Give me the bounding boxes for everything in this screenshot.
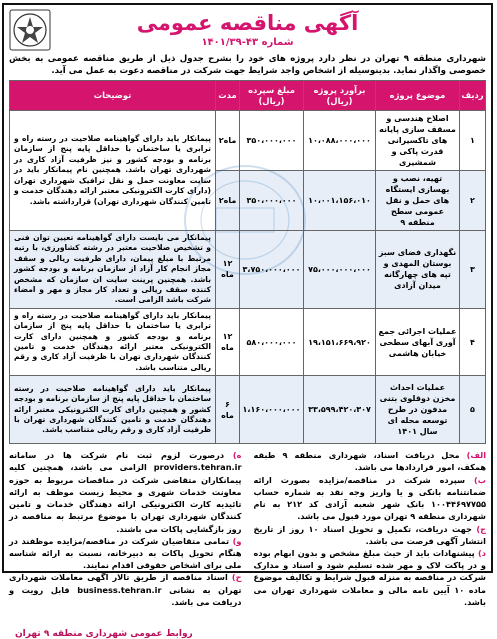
table-header-row <box>11 81 487 111</box>
col-row-no: ردیف <box>461 81 487 111</box>
row-no: ۴ <box>461 308 487 375</box>
row-deposit: ۵۸۰،۰۰۰،۰۰۰ <box>241 308 305 375</box>
ad-header <box>10 9 487 51</box>
row-no: ۳ <box>461 231 487 309</box>
row-notes: پیمانکار باید دارای گواهینامه صلاحیت در رسته ساختمان با حداقل پایه پنج از سازمان برنامه و بودجه کشور و همچنین دارای کارت الکترونیکی معتبر ارائه دهندگان خدمت و تامین کنندگان شهرداری تهران با ظرفیت آزاد کاری و رقم ریالی متناسب باشد. <box>11 376 217 444</box>
table-row <box>11 111 487 171</box>
row-subject: عملیات اجرائی جمع آوری آبهای سطحی خیابان هاشمی <box>377 308 461 375</box>
row-estimate: ۱۰،۰۰۱،۱۵۶،۰۱۰ <box>305 171 377 231</box>
col-notes: توضیحات <box>11 81 217 111</box>
condition-text: اسناد مناقصه از طریق تالار آگهی معاملات شهرداری تهران به نشانی business.tehran.ir قابل رویت و دریافت می باشد. <box>10 572 243 607</box>
table-row <box>11 231 487 309</box>
col-subject: موضوع پروژه <box>377 81 461 111</box>
condition-text: درصورت لزوم ثبت نام شرکت ها در سامانه providers.tehran.ir الزامی می باشد، همچنین کلیه پیمانکاران متقاضی شرکت در مناقصات مربوط به حوزه معاونت خدمات شهری و محیط زیست موظف به ارائه تائیدیه کارت الکترونیکی ارائه دهندگان خدمات و تامین کنندگان شهرداری تهران با موضوع مرتبط به مناقصه در روز بازگشایی پاکات می باشند. <box>10 450 243 534</box>
row-notes: پیمانکار باید دارای گواهینامه صلاحیت در رسته راه و ترابری یا ساختمان با حداقل پایه پنج از سازمان برنامه و بودجه کشور و نیز ظرفیت آزاد کاری در شهرداری تهران باشد. همچنین نام پیمانکار باید در سایت معاونت حمل و نقل ترافیک شهرداری تهران (دارای کارت الکترونیکی معتبر ارائه دهندگان خدمت و تامین کنندگان شهرداری تهران) قرارداشته باشد. <box>11 111 217 231</box>
condition-item <box>10 571 243 608</box>
row-estimate: ۱۰،۰۸۸،۰۰۰،۰۰۰ <box>305 111 377 171</box>
condition-mark: و) <box>233 535 243 546</box>
table-row <box>11 376 487 444</box>
table-row <box>11 308 487 375</box>
condition-text: تمامی متقاضیان شرکت در مناقصه/مزایده موظفند در هنگام تحویل پاکات به دبیرخانه، نسبت به ارائه شناسه ملی برای اشخاص حقوقی اقدام نمایند. <box>10 535 243 571</box>
row-notes: پیمانکار باید دارای گواهینامه صلاحیت در رسته راه و ترابری یا ساختمان با حداقل پایه پنج از سازمان برنامه و بودجه کشور و همچنین دارای کارت الکترونیکی معتبر ارائه دهندگان خدمت و تامین کنندگان شهرداری تهران با ظرفیت آزاد کاری و رقم ریالی متناسب باشد. <box>11 308 217 375</box>
row-deposit: ۱،۱۶۰،۰۰۰،۰۰۰ <box>241 376 305 444</box>
row-deposit: ۳۵۰،۰۰۰،۰۰۰ <box>241 171 305 231</box>
col-deposit: مبلغ سپرده (ریال) <box>241 81 305 111</box>
row-duration: ۲ماه <box>217 171 241 231</box>
row-duration: ۲ماه <box>217 111 241 171</box>
condition-mark: الف) <box>467 450 487 461</box>
condition-item <box>255 474 488 523</box>
condition-mark: ه) <box>233 450 243 461</box>
row-duration: ۱۲ ماه <box>217 231 241 309</box>
row-subject: عملیات احداث مخزن دوقلوی بتنی مدفون در طرح توسعه محله ای سال ۱۴۰۱ <box>377 376 461 444</box>
ad-title: آگهی مناقصه عمومی <box>137 11 360 35</box>
col-duration: مدت <box>217 81 241 111</box>
row-subject: تهیه، نصب و بهسازی ایستگاه های حمل و نقل عمومی سطح منطقه ۹ <box>377 171 461 231</box>
condition-item <box>255 523 488 547</box>
row-estimate: ۷۵،۰۰۰،۰۰۰،۰۰۰ <box>305 231 377 309</box>
row-estimate: ۱۹،۱۵۱،۶۶۹،۹۲۰ <box>305 308 377 375</box>
row-deposit: ۳۵۰،۰۰۰،۰۰۰ <box>241 111 305 171</box>
row-subject: نگهداری فضای سبز بوستان المهدی و تپه های چهارگانه میدان آزادی <box>377 231 461 309</box>
row-duration: ۶ ماه <box>217 376 241 444</box>
condition-mark: ح) <box>232 572 243 583</box>
condition-item <box>10 449 243 534</box>
condition-item <box>255 547 488 608</box>
condition-item <box>255 449 488 473</box>
condition-mark: ج) <box>477 523 487 534</box>
row-no: ۱ <box>461 111 487 171</box>
condition-text: محل دریافت اسناد، شهرداری منطقه ۹ طبقه همکف، امور قراردادها می باشد. <box>254 450 487 473</box>
row-deposit: ۳،۷۵۰،۰۰۰،۰۰۰ <box>241 231 305 309</box>
row-duration: ۱۲ ماه <box>217 308 241 375</box>
col-estimate: برآورد پروژه (ریال) <box>305 81 377 111</box>
title-block <box>52 12 445 48</box>
condition-mark: د) <box>479 547 487 558</box>
tehran-municipality-logo-icon <box>10 9 52 51</box>
tender-table <box>10 80 487 444</box>
ad-intro: شهرداری منطقه ۹ تهران در نظر دارد پروژه های خود را بشرح جدول ذیل از طریق مناقصه عمومی به بخش خصوصی واگذار نماید. بدینوسیله از اشخاص واجد شرایط جهت شرکت در مناقصه دعوت به عمل می آید. <box>10 54 487 76</box>
row-no: ۲ <box>461 171 487 231</box>
conditions-text <box>10 449 487 627</box>
condition-text: پیشنهادات باید از حیث مبلغ مشخص و بدون ابهام بوده و در پاکت لاک و مهر شده تسلیم شود و اسناد و مدارک شرکت در مناقصه به منزله قبول شرایط و تکالیف موضوع ماده ۱۰ آیین نامه مالی و معاملات شهرداری تهران می باشد. <box>254 547 487 607</box>
condition-item <box>10 535 243 572</box>
ad-number: شماره ۴۳-۱۴۰۱/۳۹ <box>202 37 295 48</box>
condition-text: سپرده شرکت در مناقصه/مزایده بصورت ارائه ضمانتنامه بانکی و یا واریز وجه نقد به شماره حساب ۱۰۰۴۴۶۹۷۷۵۵ بانک شهر شعبه آزادی کد ۲۱۲ به نام شهرداری منطقه ۹ تهران مورد قبول می باشد. <box>254 474 488 522</box>
condition-mark: ب) <box>475 474 487 485</box>
row-subject: اصلاح هندسی و مسقف سازی پایانه های تاکسیرانی قدرت پاکی و شمشیری <box>377 111 461 171</box>
condition-text: جهت دریافت، تکمیل و تحویل اسناد ۱۰ روز از تاریخ انتشار آگهی فرصت می باشد. <box>254 523 487 546</box>
tender-ad <box>3 3 494 639</box>
row-estimate: ۳۳،۵۹۹،۴۲۰،۳۰۷ <box>305 376 377 444</box>
row-notes: پیمانکار می بایست دارای گواهینامه تعیین توان فنی و تشخیص صلاحیت معتبر در رشته کشاورزی، با رتبه مرتبط با مبلغ پیمان، دارای ظرفیت ریالی و سقف مجاز انجام کار آزاد از سازمان برنامه و بودجه کشور باشد. همچنین پرینت سایت ان سازمان که مشخص کننده سقف ریالی و تعداد کار مجاز و مهر و امضاء شرکت باشد الزامی است. <box>11 231 217 309</box>
row-no: ۵ <box>461 376 487 444</box>
signature: روابط عمومی شهرداری منطقه ۹ تهران <box>16 629 194 639</box>
